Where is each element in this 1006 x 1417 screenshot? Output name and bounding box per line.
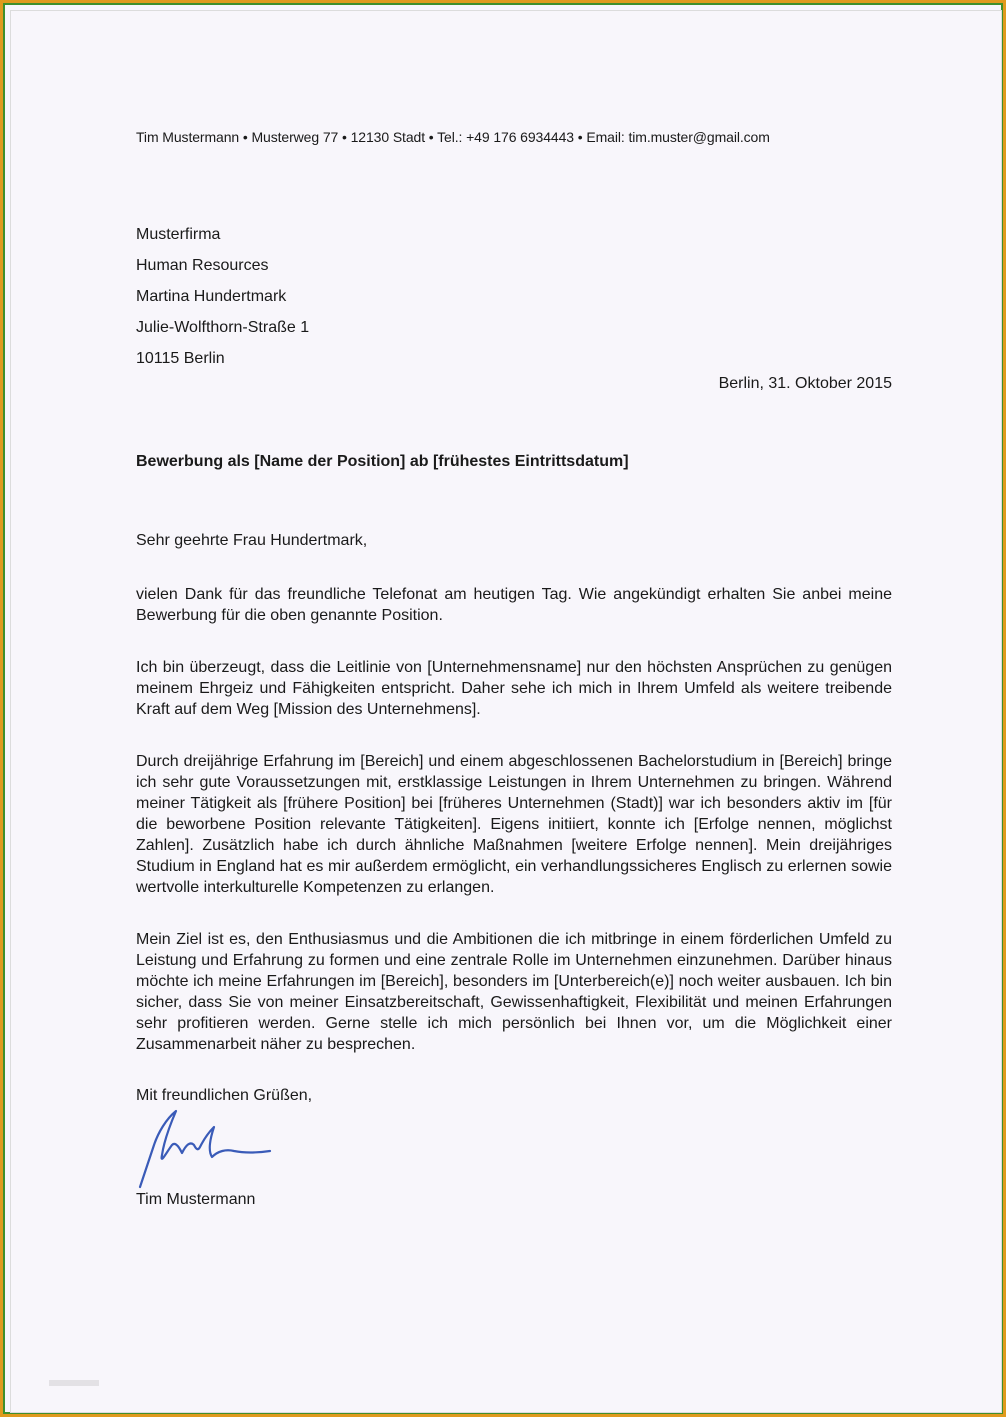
handwritten-signature — [136, 1105, 276, 1191]
letter-subject: Bewerbung als [Name der Position] ab [frühestes Eintrittsdatum] — [136, 453, 629, 470]
body-paragraph: Ich bin überzeugt, dass die Leitlinie von [Unternehmensname] nur den höchsten Ansprüchen zu genügen meinem Ehrgeiz und Fähigkeiten entspricht. Daher sehe ich mich in Ihrem Umfeld als weitere treibende Kraft auf dem Weg [Mission des Unternehmens]. — [136, 659, 892, 718]
sender-line: Tim Mustermann • Musterweg 77 • 12130 Stadt • Tel.: +49 176 6934443 • Email: tim.muster@gmail.com — [136, 129, 770, 145]
faint-corner-mark — [49, 1376, 99, 1390]
recipient-address — [136, 219, 309, 374]
body-paragraph: vielen Dank für das freundliche Telefonat am heutigen Tag. Wie angekündigt erhalten Sie anbei meine Bewerbung für die oben genannte Position. — [136, 586, 892, 624]
recipient-company: Musterfirma — [136, 226, 221, 243]
letter-date: Berlin, 31. Oktober 2015 — [718, 375, 892, 392]
salutation: Sehr geehrte Frau Hundertmark, — [136, 532, 368, 549]
recipient-city: 10115 Berlin — [136, 350, 225, 367]
body-paragraph: Mein Ziel ist es, den Enthusiasmus und die Ambitionen die ich mitbringe in einem förderlichen Umfeld zu Leistung und Erfahrung zu formen und eine zentrale Rolle im Unternehmen einzunehmen. Darüber hinaus möchte ich meine Erfahrungen im [Bereich], besonders im [Unterbereich(e)] noch weiter ausbauen. Ich bin sicher, dass Sie von meiner Einsatzbereitschaft, Gewissenhaftigkeit, Flexibilität und meinen Erfahrungen sehr profitieren werden. Gerne stelle ich mich persönlich bei Ihnen vor, um die Möglichkeit einer Zusammenarbeit näher zu besprechen. — [136, 931, 892, 1053]
document-page — [10, 10, 1002, 1413]
closing: Mit freundlichen Grüßen, — [136, 1087, 313, 1104]
body-paragraph: Durch dreijährige Erfahrung im [Bereich] und einem abgeschlossenen Bachelorstudium in [Bereich] bringe ich sehr gute Voraussetzungen mit, erstklassige Leistungen in Ihrem Unternehmen zu bringen. Während meiner Tätigkeit als [frühere Position] bei [früheres Unternehmen (Stadt)] war ich besonders aktiv im [für die beworbene Position relevante Tätigkeiten]. Eigens initiiert, konnte ich [Erfolge nennen, möglichst Zahlen]. Zusätzlich habe ich durch ähnliche Maßnahmen [weitere Erfolge nennen]. Mein dreijähriges Studium in England hat es mir außerdem ermöglicht, ein verhandlungssicheres Englisch zu erlernen sowie wertvolle interkulturelle Kompetenzen zu erlangen. — [136, 753, 892, 896]
signer-name: Tim Mustermann — [136, 1191, 256, 1208]
recipient-department: Human Resources — [136, 257, 269, 274]
recipient-contact: Martina Hundertmark — [136, 288, 287, 305]
recipient-street: Julie-Wolfthorn-Straße 1 — [136, 319, 310, 336]
letter-body — [136, 584, 892, 1086]
